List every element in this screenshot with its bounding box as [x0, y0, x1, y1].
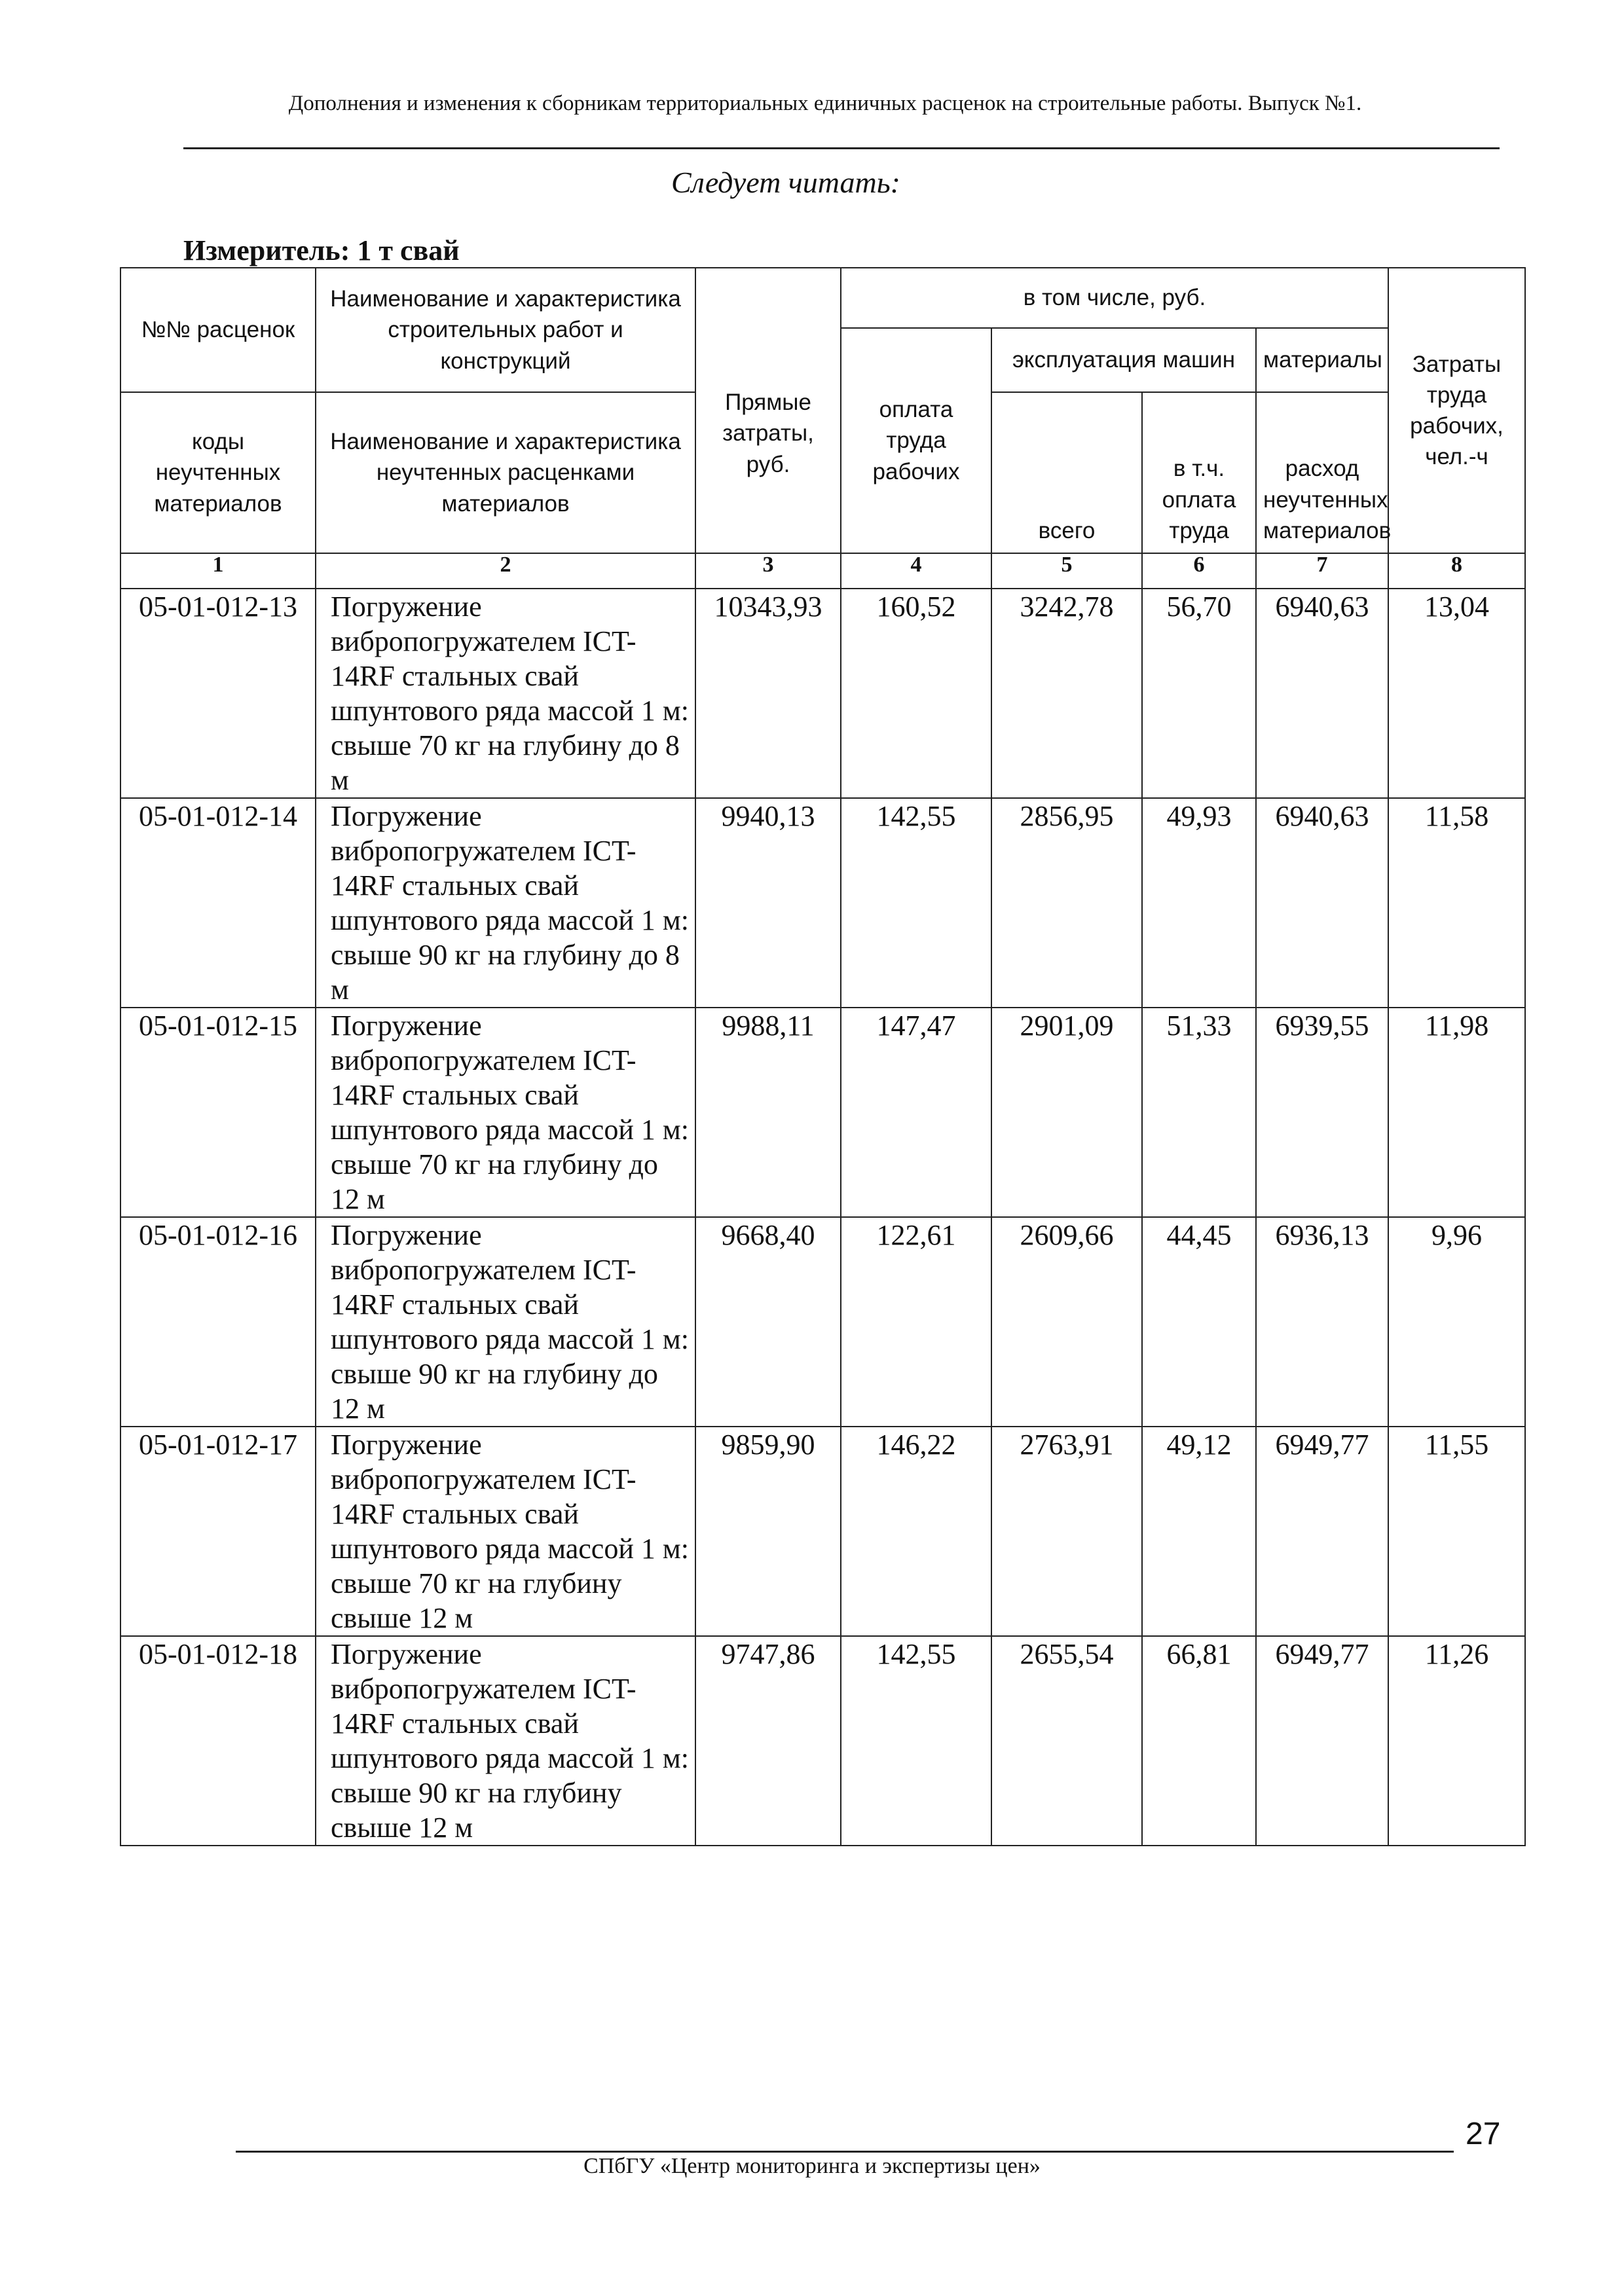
column-number: 6	[1142, 553, 1256, 589]
header-machines-pay: в т.ч. оплата труда	[1142, 392, 1256, 553]
table-body	[120, 589, 1525, 1846]
labor-costs-value: 11,55	[1388, 1427, 1525, 1636]
column-number: 3	[695, 553, 841, 589]
workers-pay-value: 142,55	[841, 1636, 991, 1846]
unit-label: Измеритель: 1 т свай	[183, 234, 460, 266]
rate-name: Погружение вибропогружателем ICT-14RF стальных свай шпунтового ряда массой 1 м: свыше 90 кг на глубину свыше 12 м	[316, 1636, 695, 1846]
workers-pay-value: 146,22	[841, 1427, 991, 1636]
machines-pay-value: 51,33	[1142, 1008, 1256, 1217]
table-header	[120, 268, 1525, 589]
direct-costs-value: 10343,93	[695, 589, 841, 798]
machines-total-value: 2763,91	[991, 1427, 1142, 1636]
column-number: 5	[991, 553, 1142, 589]
rate-name: Погружение вибропогружателем ICT-14RF стальных свай шпунтового ряда массой 1 м: свыше 90 кг на глубину до 12 м	[316, 1217, 695, 1427]
rate-name: Погружение вибропогружателем ICT-14RF стальных свай шпунтового ряда массой 1 м: свыше 70 кг на глубину до 12 м	[316, 1008, 695, 1217]
header-work-name: Наименование и характеристика строительных работ и конструкций	[316, 268, 695, 392]
header-workers-pay: оплата труда рабочих	[841, 328, 991, 553]
header-rule	[183, 147, 1500, 149]
footer-rule	[236, 2151, 1454, 2153]
header-including: в том числе, руб.	[841, 268, 1388, 328]
table-row	[120, 798, 1525, 1008]
read-as-heading: Следует читать:	[671, 166, 900, 199]
column-number: 7	[1256, 553, 1388, 589]
column-number: 1	[120, 553, 316, 589]
header-machines-total: всего	[991, 392, 1142, 553]
direct-costs-value: 9988,11	[695, 1008, 841, 1217]
direct-costs-value: 9668,40	[695, 1217, 841, 1427]
workers-pay-value: 142,55	[841, 798, 991, 1008]
materials-value: 6949,77	[1256, 1636, 1388, 1846]
running-head: Дополнения и изменения к сборникам территориальных единичных расценок на строительные работы. Выпуск №1.	[288, 92, 1362, 115]
materials-value: 6939,55	[1256, 1008, 1388, 1217]
rate-code: 05-01-012-15	[120, 1008, 316, 1217]
table-row	[120, 1217, 1525, 1427]
labor-costs-value: 9,96	[1388, 1217, 1525, 1427]
materials-value: 6940,63	[1256, 798, 1388, 1008]
machines-pay-value: 66,81	[1142, 1636, 1256, 1846]
machines-total-value: 2901,09	[991, 1008, 1142, 1217]
rate-code: 05-01-012-16	[120, 1217, 316, 1427]
direct-costs-value: 9747,86	[695, 1636, 841, 1846]
rate-name: Погружение вибропогружателем ICT-14RF стальных свай шпунтового ряда массой 1 м: свыше 90 кг на глубину до 8 м	[316, 798, 695, 1008]
column-number: 8	[1388, 553, 1525, 589]
rate-code: 05-01-012-14	[120, 798, 316, 1008]
header-labor-costs: Затраты труда рабочих, чел.-ч	[1388, 268, 1525, 553]
materials-value: 6949,77	[1256, 1427, 1388, 1636]
labor-costs-value: 13,04	[1388, 589, 1525, 798]
direct-costs-value: 9859,90	[695, 1427, 841, 1636]
workers-pay-value: 147,47	[841, 1008, 991, 1217]
machines-pay-value: 49,93	[1142, 798, 1256, 1008]
footer-organization: СПбГУ «Центр мониторинга и экспертизы цен»	[583, 2154, 1041, 2178]
page-number: 27	[1466, 2117, 1501, 2151]
header-rates-no: №№ расценок	[120, 268, 316, 392]
machines-total-value: 2609,66	[991, 1217, 1142, 1427]
column-number: 4	[841, 553, 991, 589]
header-unaccounted: расход неучтенных материалов	[1256, 392, 1388, 553]
table-row	[120, 1636, 1525, 1846]
header-machines: эксплуатация машин	[991, 328, 1256, 392]
machines-pay-value: 44,45	[1142, 1217, 1256, 1427]
rate-name: Погружение вибропогружателем ICT-14RF стальных свай шпунтового ряда массой 1 м: свыше 70 кг на глубину свыше 12 м	[316, 1427, 695, 1636]
machines-pay-value: 56,70	[1142, 589, 1256, 798]
header-codes: коды неучтенных материалов	[120, 392, 316, 553]
machines-total-value: 2655,54	[991, 1636, 1142, 1846]
rates-table	[120, 267, 1526, 1846]
machines-total-value: 3242,78	[991, 589, 1142, 798]
labor-costs-value: 11,26	[1388, 1636, 1525, 1846]
direct-costs-value: 9940,13	[695, 798, 841, 1008]
rate-code: 05-01-012-13	[120, 589, 316, 798]
workers-pay-value: 122,61	[841, 1217, 991, 1427]
rate-name: Погружение вибропогружателем ICT-14RF стальных свай шпунтового ряда массой 1 м: свыше 70 кг на глубину до 8 м	[316, 589, 695, 798]
workers-pay-value: 160,52	[841, 589, 991, 798]
materials-value: 6940,63	[1256, 589, 1388, 798]
rate-code: 05-01-012-18	[120, 1636, 316, 1846]
column-number: 2	[316, 553, 695, 589]
rate-code: 05-01-012-17	[120, 1427, 316, 1636]
machines-total-value: 2856,95	[991, 798, 1142, 1008]
table-row	[120, 589, 1525, 798]
table-row	[120, 1008, 1525, 1217]
machines-pay-value: 49,12	[1142, 1427, 1256, 1636]
header-direct-costs: Прямые затраты, руб.	[695, 268, 841, 553]
labor-costs-value: 11,58	[1388, 798, 1525, 1008]
table-row	[120, 1427, 1525, 1636]
header-mat-name: Наименование и характеристика неучтенных расценками материалов	[316, 392, 695, 553]
labor-costs-value: 11,98	[1388, 1008, 1525, 1217]
materials-value: 6936,13	[1256, 1217, 1388, 1427]
header-materials: материалы	[1256, 328, 1388, 392]
